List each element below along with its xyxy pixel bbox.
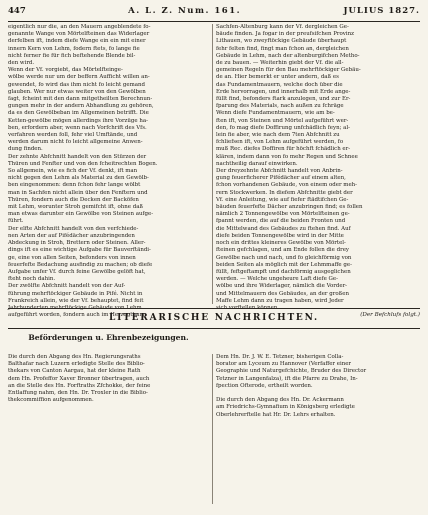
text-line: da es den Gewölbeban im Allgemeinen betrifft. Die: [8, 110, 149, 117]
text-line: de an. Hier bemerkt er unter andern, daß es: [216, 74, 339, 81]
text-line: beiden Seiten als möglich mit der Lehmmaffe ge-: [216, 261, 352, 268]
text-line: gewendet, fo wird das ihm nicht fo leicht gemand: [8, 81, 145, 88]
issue-date: JULIUS 1827.: [343, 6, 420, 16]
text-line: fpection Ofterode, ertheilt worden.: [216, 382, 313, 389]
text-line: fparung des Materials, nach außen zu fchräge: [216, 103, 344, 110]
text-line: Tetzner in Langenfalza), ift die Pfarre zu Drahe, In-: [216, 375, 358, 382]
text-line: ben, erfordern aber, wenn nach Vorfchrift des Vfs.: [8, 124, 147, 131]
column-left-bottom: [8, 354, 209, 504]
text-line: diefe beiden Tonnengewölbe wird in der Mitte: [216, 232, 344, 239]
column-right-bottom: [216, 354, 420, 504]
journal-title: A. L. Z. Num. 161.: [128, 6, 242, 16]
text-line: ben eingenommen: denn fchon fehr lange wölbt: [8, 182, 141, 189]
text-line: Aufgabe unfer Vf. durch feine Gewölbe gelöft hat,: [8, 268, 146, 275]
text-line: Ketten-gewölbe mögen allerdings ihre Vorzüge ha-: [8, 117, 148, 124]
text-line: werden darum nicht fo leicht allgemeine Anwen-: [8, 139, 143, 146]
text-line: dem Hn. Profeffor Xaver Bronner übertragen, auch: [8, 375, 150, 382]
section-title: LITERARISCHE NACHRICHTEN.: [109, 313, 319, 323]
text-line: innern Kern von Lehm, fodern ftets, fo lange fie: [8, 45, 140, 52]
text-line: (Der Befchlufs folgt.): [360, 312, 420, 319]
section-rule-bottom: [8, 328, 420, 329]
text-line: nicht gegen den Lehm als Material zu den Gewölb-: [8, 175, 149, 182]
text-line: und Mittelmauern des Gebäudes, an der großen: [216, 290, 349, 297]
sub-heading: Beförderungen u. Ehrenbezeigungen.: [28, 333, 189, 342]
text-line: Der elfte Abfchnitt handelt von den verfchiede-: [8, 225, 139, 232]
column-divider: [212, 24, 213, 304]
text-line: Erde hervorragen, und innerhalb mit Erde ange-: [216, 88, 351, 95]
text-line: das Fundamentmauern, welche doch über die: [216, 81, 343, 88]
text-line: fehr felten find, fingt man fchon an, dergleichen: [216, 45, 349, 52]
text-line: Maffe Lehm dann zu tragen haben, wird Jeder: [216, 297, 344, 304]
text-line: borator am Lyceum zu Hannover (Verfaffer einer: [216, 361, 352, 368]
text-line: Frankreich allein, wie der Vf. behauptet, find feit: [8, 297, 144, 304]
text-line: thekcommiffion aufgenommen.: [8, 397, 94, 404]
text-line: glauben. Wer nur etwas weiter von den Gewölben: [8, 88, 146, 95]
section-rule-top: [8, 308, 420, 309]
text-line: thekars von Canton Aargau, hat der kleine Rath: [8, 368, 141, 375]
text-line: aufgeführt worden, fondern auch im Herzogthum: [8, 312, 145, 319]
text-line: führt.: [8, 218, 24, 225]
text-line: wölbe und ihre Widerlager, nämlich die Vorder-: [216, 283, 348, 290]
column-left-top: [8, 24, 209, 319]
text-line: füllt, feftgeftampft und dachförmig ausgeglichen: [216, 268, 351, 275]
text-line: Sachfen-Altenburg kann der Vf. dergleichen Ge-: [216, 24, 349, 30]
text-line: fteinen gefchlagen, und am Ende follen die drey: [216, 247, 349, 254]
text-line: Vf. eine Anleitung, wie auf fiefer ftädtifchen Ge-: [216, 196, 349, 203]
text-line: man etwas darunter ein Gewölbe von Steinen aufge-: [8, 211, 154, 218]
text-line: [216, 390, 420, 397]
text-line: Oberlehrerftelle hat Hr. Dr. Lehrs erhalten.: [216, 411, 336, 418]
text-line: fpannt werden, die auf die beiden Fronten und: [216, 218, 346, 225]
text-line: gungen mehr in der andern Abhandlung zu gehören,: [8, 103, 154, 110]
text-line: nachtheilig darauf einwirken.: [216, 160, 298, 167]
text-line: muß Rec. diefes Doffiren für höchft fchädlich er-: [216, 146, 351, 153]
text-line: noch ein drittes kleineres Gewölbe von Mörtel-: [216, 240, 346, 247]
text-line: fteht noch dahin.: [8, 276, 56, 283]
text-line: nicht ferner fie für fich beftehende Blende bil-: [8, 52, 136, 59]
text-line: Dem Hn. Dr. J. W. E. Tetzner, bisherigen Colla-: [216, 354, 344, 360]
text-line: Der zwölfte Abfchnitt handelt von der Auf-: [8, 283, 126, 290]
page-header: [8, 6, 420, 22]
text-line: Die durch den Abgang des Hn. Dr. Ackermann: [216, 397, 344, 404]
text-line: derfelben ift, indem diefe Wange ein ein mit einer: [8, 38, 146, 45]
text-line: So allgemein, wie es fich der Vf. denkt, ift man: [8, 168, 138, 175]
text-line: Abdeckung in Stroh, Brettern oder Steinen. Aller-: [8, 240, 146, 247]
text-line: Thüren, fondern auch die Decken der Backöfen: [8, 196, 139, 203]
text-line: lein fie aber, wie nach dem 7ten Abfchnitt zu: [216, 132, 340, 139]
text-line: fchon vorhandenen Gebäude, von einem oder meh-: [216, 182, 357, 189]
text-line: mit Lehm, worunter Stroh gemifcht ift, ohne daß: [8, 204, 144, 211]
text-line: klären, indem dann von fo mehr Regen und Schnee: [216, 153, 358, 160]
text-line: werden. — Welche ungeheure Laft diefe Ge-: [216, 276, 338, 283]
text-line: dung finden.: [8, 146, 43, 153]
text-line: gung feuerficherer Pifédächer auf einem alten,: [216, 175, 346, 182]
text-line: rern Stockwerken. In diefem Abfchnitte giebt der: [216, 189, 353, 196]
text-line: Balthafar nach Luzern erledigte Stelle des Biblio-: [8, 361, 145, 368]
text-line: nen Arten der auf Pifédächer anzubringenden: [8, 232, 135, 239]
text-line: Die durch den Abgang des Hn. Regierungsraths: [8, 354, 141, 360]
text-line: bäude finden. Ja fogar in der preufsifchen Provinz: [216, 31, 354, 38]
text-line: den, fo mag diefe Doffirung unfchädlich feyn; al-: [216, 124, 350, 131]
text-line: man in Sachfen nicht allein über den Fenftern und: [8, 189, 148, 196]
text-line: Lithauen, wo zweyftöckige Gebäude überhaupt: [216, 38, 347, 45]
column-right-top: [216, 24, 420, 319]
text-line: ften ift, von Steinen und Mörtel aufgeführt wer-: [216, 117, 349, 124]
text-line: fagt, fcheint mit den dann mitgetheilten Berechnun-: [8, 96, 153, 103]
text-line: Gewölbe nach und nach, und fo gleichförmig von: [216, 254, 352, 261]
newspaper-page: [8, 6, 420, 509]
page-number: 447: [8, 6, 26, 16]
text-line: Der zehnte Abfchnitt handelt von den Stürzen der: [8, 153, 147, 160]
text-line: eigentlich nur die, an den Mauern angeblendete fo-: [8, 24, 151, 30]
text-line: Entlaffung nahm, den Hn. Dr. Troxler in die Biblio-: [8, 390, 148, 397]
text-line: am Friedrichs-Gymnafium in Königsberg erledigte: [216, 404, 355, 411]
text-line: Wenn der Vf. vorgiebt, das Mörtelfteinge-: [8, 67, 123, 74]
text-line: Geographie und Naturgefchichte, Bruder des Director: [216, 368, 367, 375]
text-line: Wenn diefe Fundamentmauern, wie am be-: [216, 110, 335, 117]
text-line: feuerfefte Bedachung ausfindig zu machen; ob diefe: [8, 261, 153, 268]
text-line: wölbe werde nur um der beffern Aufficht willen an-: [8, 74, 150, 81]
text-line: führung mehrftöckiger Gebäude in Pifé. Nicht in: [8, 290, 143, 297]
text-line: den wird.: [8, 60, 35, 67]
text-line: ge, eine von allen Seiten, befonders von innen: [8, 254, 136, 261]
text-line: verfahren werden foll, fehr viel Umftände, und: [8, 132, 138, 139]
text-line: de zu bauen. — Weiterhin giebt der Vf. die all-: [216, 60, 344, 67]
text-line: dings ift es eine wichtige Aufgabe für Bauverftändi-: [8, 247, 151, 254]
text-line: genannte Wange von Mörtelfteinen das Widerlager: [8, 31, 150, 38]
text-line: Thüren und Fenfter und von den fcheitrechten Bogen.: [8, 160, 158, 167]
text-line: die Mittelwand des Gebäudes zu ftehen find. Auf: [216, 225, 351, 232]
text-line: nämlich 2 Tonnengewölbe von Mörtelfteinen ge-: [216, 211, 350, 218]
text-line: füllt find, befonders ftark anzulegen, und zur Er-: [216, 96, 351, 103]
text-line: Der dreyzehnte Abfchnitt handelt von Anbrin-: [216, 168, 343, 175]
text-line: gemeinen Regeln für den Bau mehrftöckiger Gebäu-: [216, 67, 361, 74]
text-line: fchliefsen ift, von Lehm aufgeführt werden, fo: [216, 139, 344, 146]
text-line: bäuden feuerfefte Dächer anzubringen find; es follen: [216, 204, 363, 211]
text-line: Gebäude in Lehm, nach der altenburgifchen Metho-: [216, 52, 360, 59]
column-divider-bottom: [212, 354, 213, 504]
text-line: an die Stelle des Hn. Forftraths Zfchokke, der feine: [8, 382, 151, 389]
